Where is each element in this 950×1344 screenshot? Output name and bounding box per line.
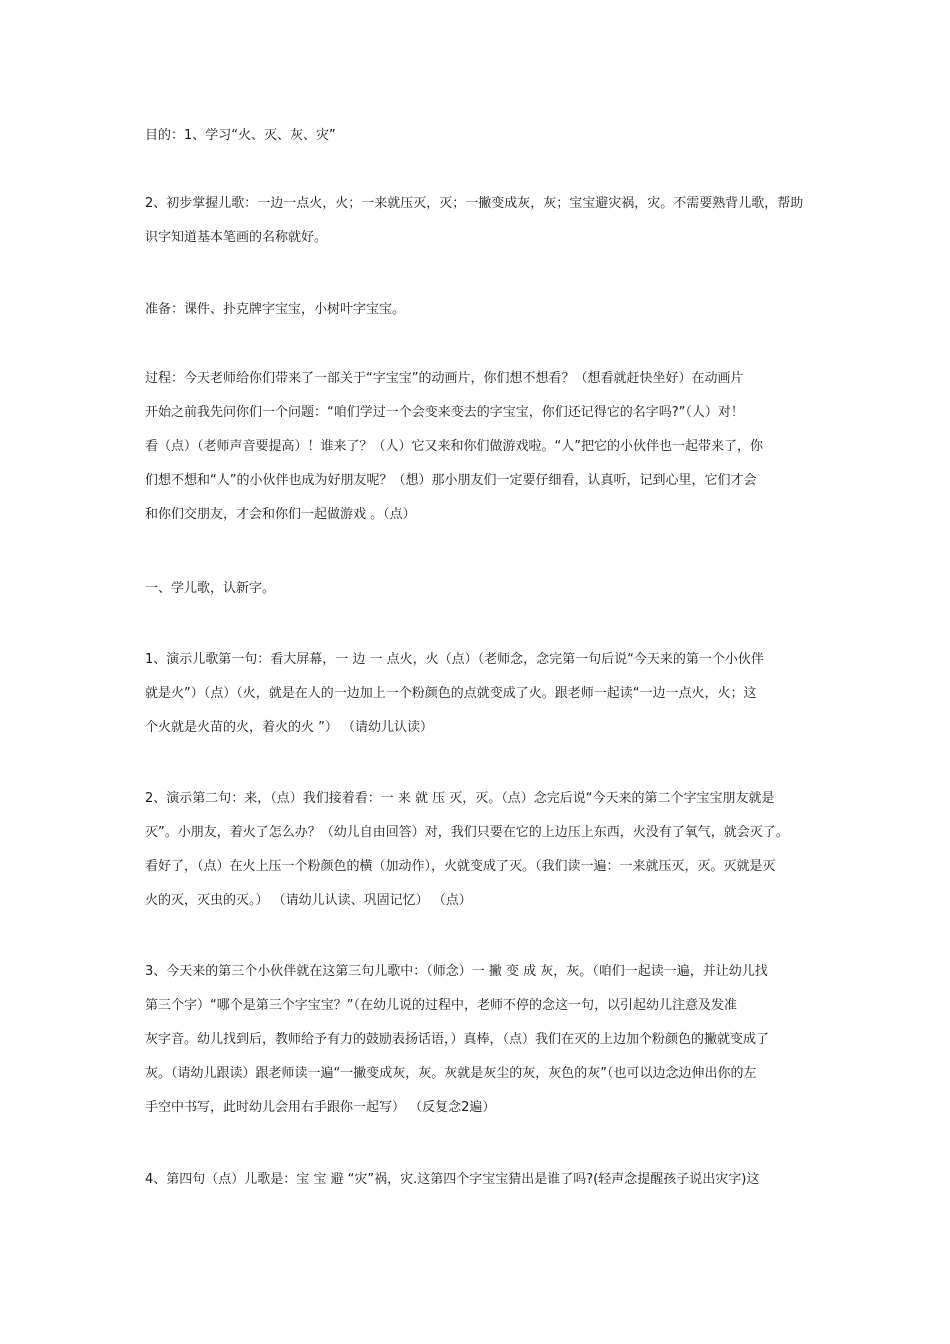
text-line: 目的：1、学习“火、灭、灰、灾” <box>145 128 336 143</box>
text-line: 看（点）（老师声音要提高）！谁来了？（人）它又来和你们做游戏啦。“人”把它的小伙伴也一起带来了，你 <box>145 439 763 454</box>
paragraph-step-4 <box>145 1163 815 1197</box>
text-line: 火的灭，灭虫的灭。） （请幼儿认读、巩固记忆） （点） <box>145 893 472 908</box>
text-line: 准备：课件、扑克牌字宝宝，小树叶字宝宝。 <box>145 302 406 317</box>
text-line: 就是火”）（点）（火，就是在人的一边加上一个粉颜色的点就变成了火。跟老师一起读“一边一点火，火；这 <box>145 686 757 701</box>
text-line: 3、今天来的第三个小伙伴就在这第三句儿歌中：（师念）一 撇 变 成 灰，灰。（咱们一起读一遍，并让幼儿找 <box>145 964 768 979</box>
text-line: 灭”。小朋友，着火了怎么办？（幼儿自由回答）对，我们只要在它的上边压上东西，火没有了氧气，就会灭了。 <box>145 825 789 840</box>
text-line: 2、演示第二句：来，（点）我们接着看：一 来 就 压 灭，灭。（点）念完后说“今天来的第二个字宝宝朋友就是 <box>145 791 775 806</box>
paragraph-goal <box>145 119 815 153</box>
text-line: 灰。（请幼儿跟读）跟老师读一遍“一撇变成灰，灰。灰就是灰尘的灰，灰色的灰”（也可以边念边伸出你的左 <box>145 1066 757 1081</box>
section-heading <box>145 572 815 606</box>
paragraph-step-3 <box>145 955 815 1125</box>
text-line: 一、学儿歌，认新字。 <box>145 581 276 596</box>
text-line: 灰字音。幼儿找到后，教师给予有力的鼓励表扬话语，）真棒，（点）我们在灭的上边加个粉颜色的撇就变成了 <box>145 1032 770 1047</box>
paragraph-step-2 <box>145 782 815 918</box>
text-line: 1、演示儿歌第一句：看大屏幕，一 边 一 点火，火（点）（老师念，念完第一句后说“今天来的第一个小伙伴 <box>145 652 764 667</box>
text-line: 和你们交朋友，才会和你们一起做游戏 。（点） <box>145 507 416 522</box>
text-line: 们想不想和“人”的小伙伴也成为好朋友呢？（想）那小朋友们一定要仔细看，认真听，记到心里，它们才会 <box>145 473 757 488</box>
text-line: 看好了，（点）在火上压一个粉颜色的横（加动作），火就变成了灭。（我们读一遍：一来就压灭，灭。灭就是灭 <box>145 859 776 874</box>
paragraph-goal-2 <box>145 187 815 255</box>
paragraph-prep <box>145 293 815 327</box>
text-line: 4、第四句（点）儿歌是：宝 宝 避 “灾”祸，灾.这第四个字宝宝猜出是谁了吗?(轻声念提醒孩子说出灾字)这 <box>145 1172 760 1187</box>
text-line: 手空中书写，此时幼儿会用右手跟你一起写） （反复念2遍） <box>145 1100 496 1115</box>
text-line: 过程：今天老师给你们带来了一部关于“字宝宝”的动画片，你们想不想看？（想看就赶快坐好）在动画片 <box>145 371 744 386</box>
text-line: 开始之前我先问你们一个问题：“咱们学过一个会变来变去的字宝宝，你们还记得它的名字吗?”（人）对！ <box>145 405 744 420</box>
text-line: 第三个字）“哪个是第三个字宝宝？”（在幼儿说的过程中，老师不停的念这一句，以引起幼儿注意及发准 <box>145 998 737 1013</box>
paragraph-process <box>145 362 815 532</box>
text-line: 个火就是火苗的火，着火的火 ”） （请幼儿认读） <box>145 720 433 735</box>
text-line: 识字知道基本笔画的名称就好。 <box>145 230 328 245</box>
text-line: 2、初步掌握儿歌：一边一点火，火；一来就压灭，灭；一撇变成灰，灰；宝宝避灾祸，灾。不需要熟背儿歌，帮助 <box>145 196 804 211</box>
paragraph-step-1 <box>145 643 815 745</box>
